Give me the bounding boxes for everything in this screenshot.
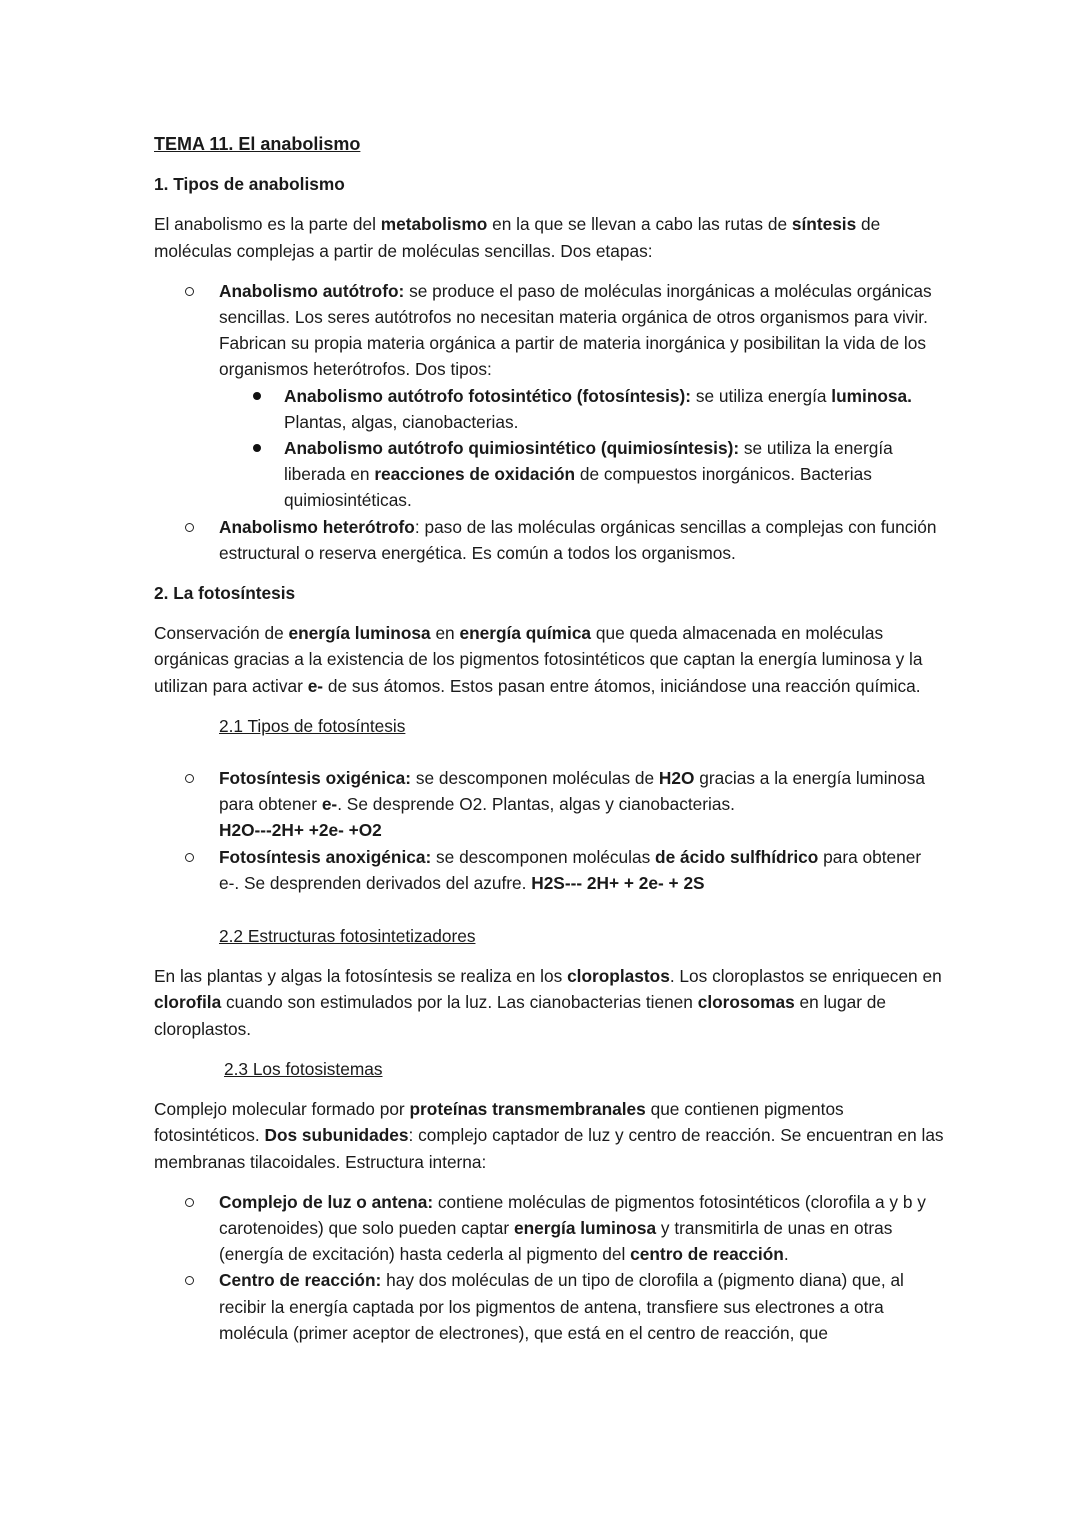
list-item-oxigenica: Fotosíntesis oxigénica: se descomponen moléculas de H2O gracias a la energía luminosa para obtener e-. Se desprende O2. Plantas, algas y cianobacterias. H2O---2H+ +2e- +O2 xyxy=(154,765,944,844)
list-item-fotosintetico: Anabolismo autótrofo fotosintético (fotosíntesis): se utiliza energía luminosa. Plantas, algas, cianobacterias. xyxy=(219,383,944,435)
list-item-centro-reaccion: Centro de reacción: hay dos moléculas de un tipo de clorofila a (pigmento diana) que, al recibir la energía captada por los pigmentos de antena, transfiere sus electrones a otra molécula (primer aceptor de electrones), que está en el centro de reacción, que xyxy=(154,1267,944,1346)
sublist-autotrofo xyxy=(219,383,944,514)
list-tipos-fotosintesis xyxy=(154,765,944,896)
subsection-heading-2-2: 2.2 Estructuras fotosintetizadores xyxy=(219,926,476,947)
paragraph-fotosistemas: Complejo molecular formado por proteínas transmembranales que contienen pigmentos fotosintéticos. Dos subunidades: complejo captador de luz y centro de reacción. Se encuentran en las membranas tilacoidales. Estructura interna: xyxy=(154,1099,944,1172)
subsection-heading-2-1: 2.1 Tipos de fotosíntesis xyxy=(219,715,406,736)
page-title: TEMA 11. El anabolismo xyxy=(154,134,361,154)
list-item-heterotrofo: Anabolismo heterótrofo: paso de las moléculas orgánicas sencillas a complejas con función estructural o reserva energética. Es común a todos los organismos. xyxy=(154,514,944,566)
equation-anoxigenica: H2S--- 2H+ + 2e- + 2S xyxy=(531,872,705,893)
paragraph-anabolismo-intro: El anabolismo es la parte del metabolismo en la que se llevan a cabo las rutas de síntesis de moléculas complejas a partir de moléculas sencillas. Dos etapas: xyxy=(154,214,881,261)
paragraph-estructuras: En las plantas y algas la fotosíntesis se realiza en los cloroplastos. Los cloroplastos se enriquecen en clorofila cuando son estimulados por la luz. Las cianobacterias tienen clorosomas en lugar de cloroplastos. xyxy=(154,966,942,1039)
document-page xyxy=(154,126,944,1346)
list-item-antena: Complejo de luz o antena: contiene moléculas de pigmentos fotosintéticos (clorofila a y b y carotenoides) que solo pueden captar energía luminosa y transmitirla de unas en otras (energía de excitación) hasta cederla al pigmento del centro de reacción. xyxy=(154,1189,944,1268)
section-heading-2: 2. La fotosíntesis xyxy=(154,583,296,604)
list-item-quimiosintetico: Anabolismo autótrofo quimiosintético (quimiosíntesis): se utiliza la energía liberada en reacciones de oxidación de compuestos inorgánicos. Bacterias quimiosintéticas. xyxy=(219,435,944,514)
paragraph-fotosintesis-intro: Conservación de energía luminosa en energía química que queda almacenada en moléculas orgánicas gracias a la existencia de los pigmentos fotosintéticos que captan la energía luminosa y la utilizan para activar e- de sus átomos. Estos pasan entre átomos, iniciándose una reacción química. xyxy=(154,623,923,696)
equation-oxigenica: H2O---2H+ +2e- +O2 xyxy=(219,820,382,841)
list-tipos-anabolismo xyxy=(154,278,944,566)
list-estructura-interna xyxy=(154,1189,944,1346)
subsection-heading-2-3: 2.3 Los fotosistemas xyxy=(224,1058,383,1079)
section-heading-1: 1. Tipos de anabolismo xyxy=(154,174,345,195)
list-item-anoxigenica: Fotosíntesis anoxigénica: se descomponen moléculas de ácido sulfhídrico para obtener e-. Se desprenden derivados del azufre. H2S--- 2H+ + 2e- + 2S xyxy=(154,844,944,896)
list-item-autotrofo: Anabolismo autótrofo: se produce el paso de moléculas inorgánicas a moléculas orgánicas sencillas. Los seres autótrofos no necesitan materia orgánica de otros organismos para vivir. Fabrican su propia materia orgánica a partir de materia inorgánica y posibilitan la vida de los organismos heterótrofos. Dos tipos: Anabolismo autótrofo fotosintético (fotosíntesis): se utiliza energía luminosa. Plantas, algas, cianobacterias. Anabolismo autótrofo quimiosintético (quimiosíntesis): se utiliza la energía liberada en reacciones de oxidación de compuestos inorgánicos. Bacterias quimiosintéticas. xyxy=(154,278,944,514)
